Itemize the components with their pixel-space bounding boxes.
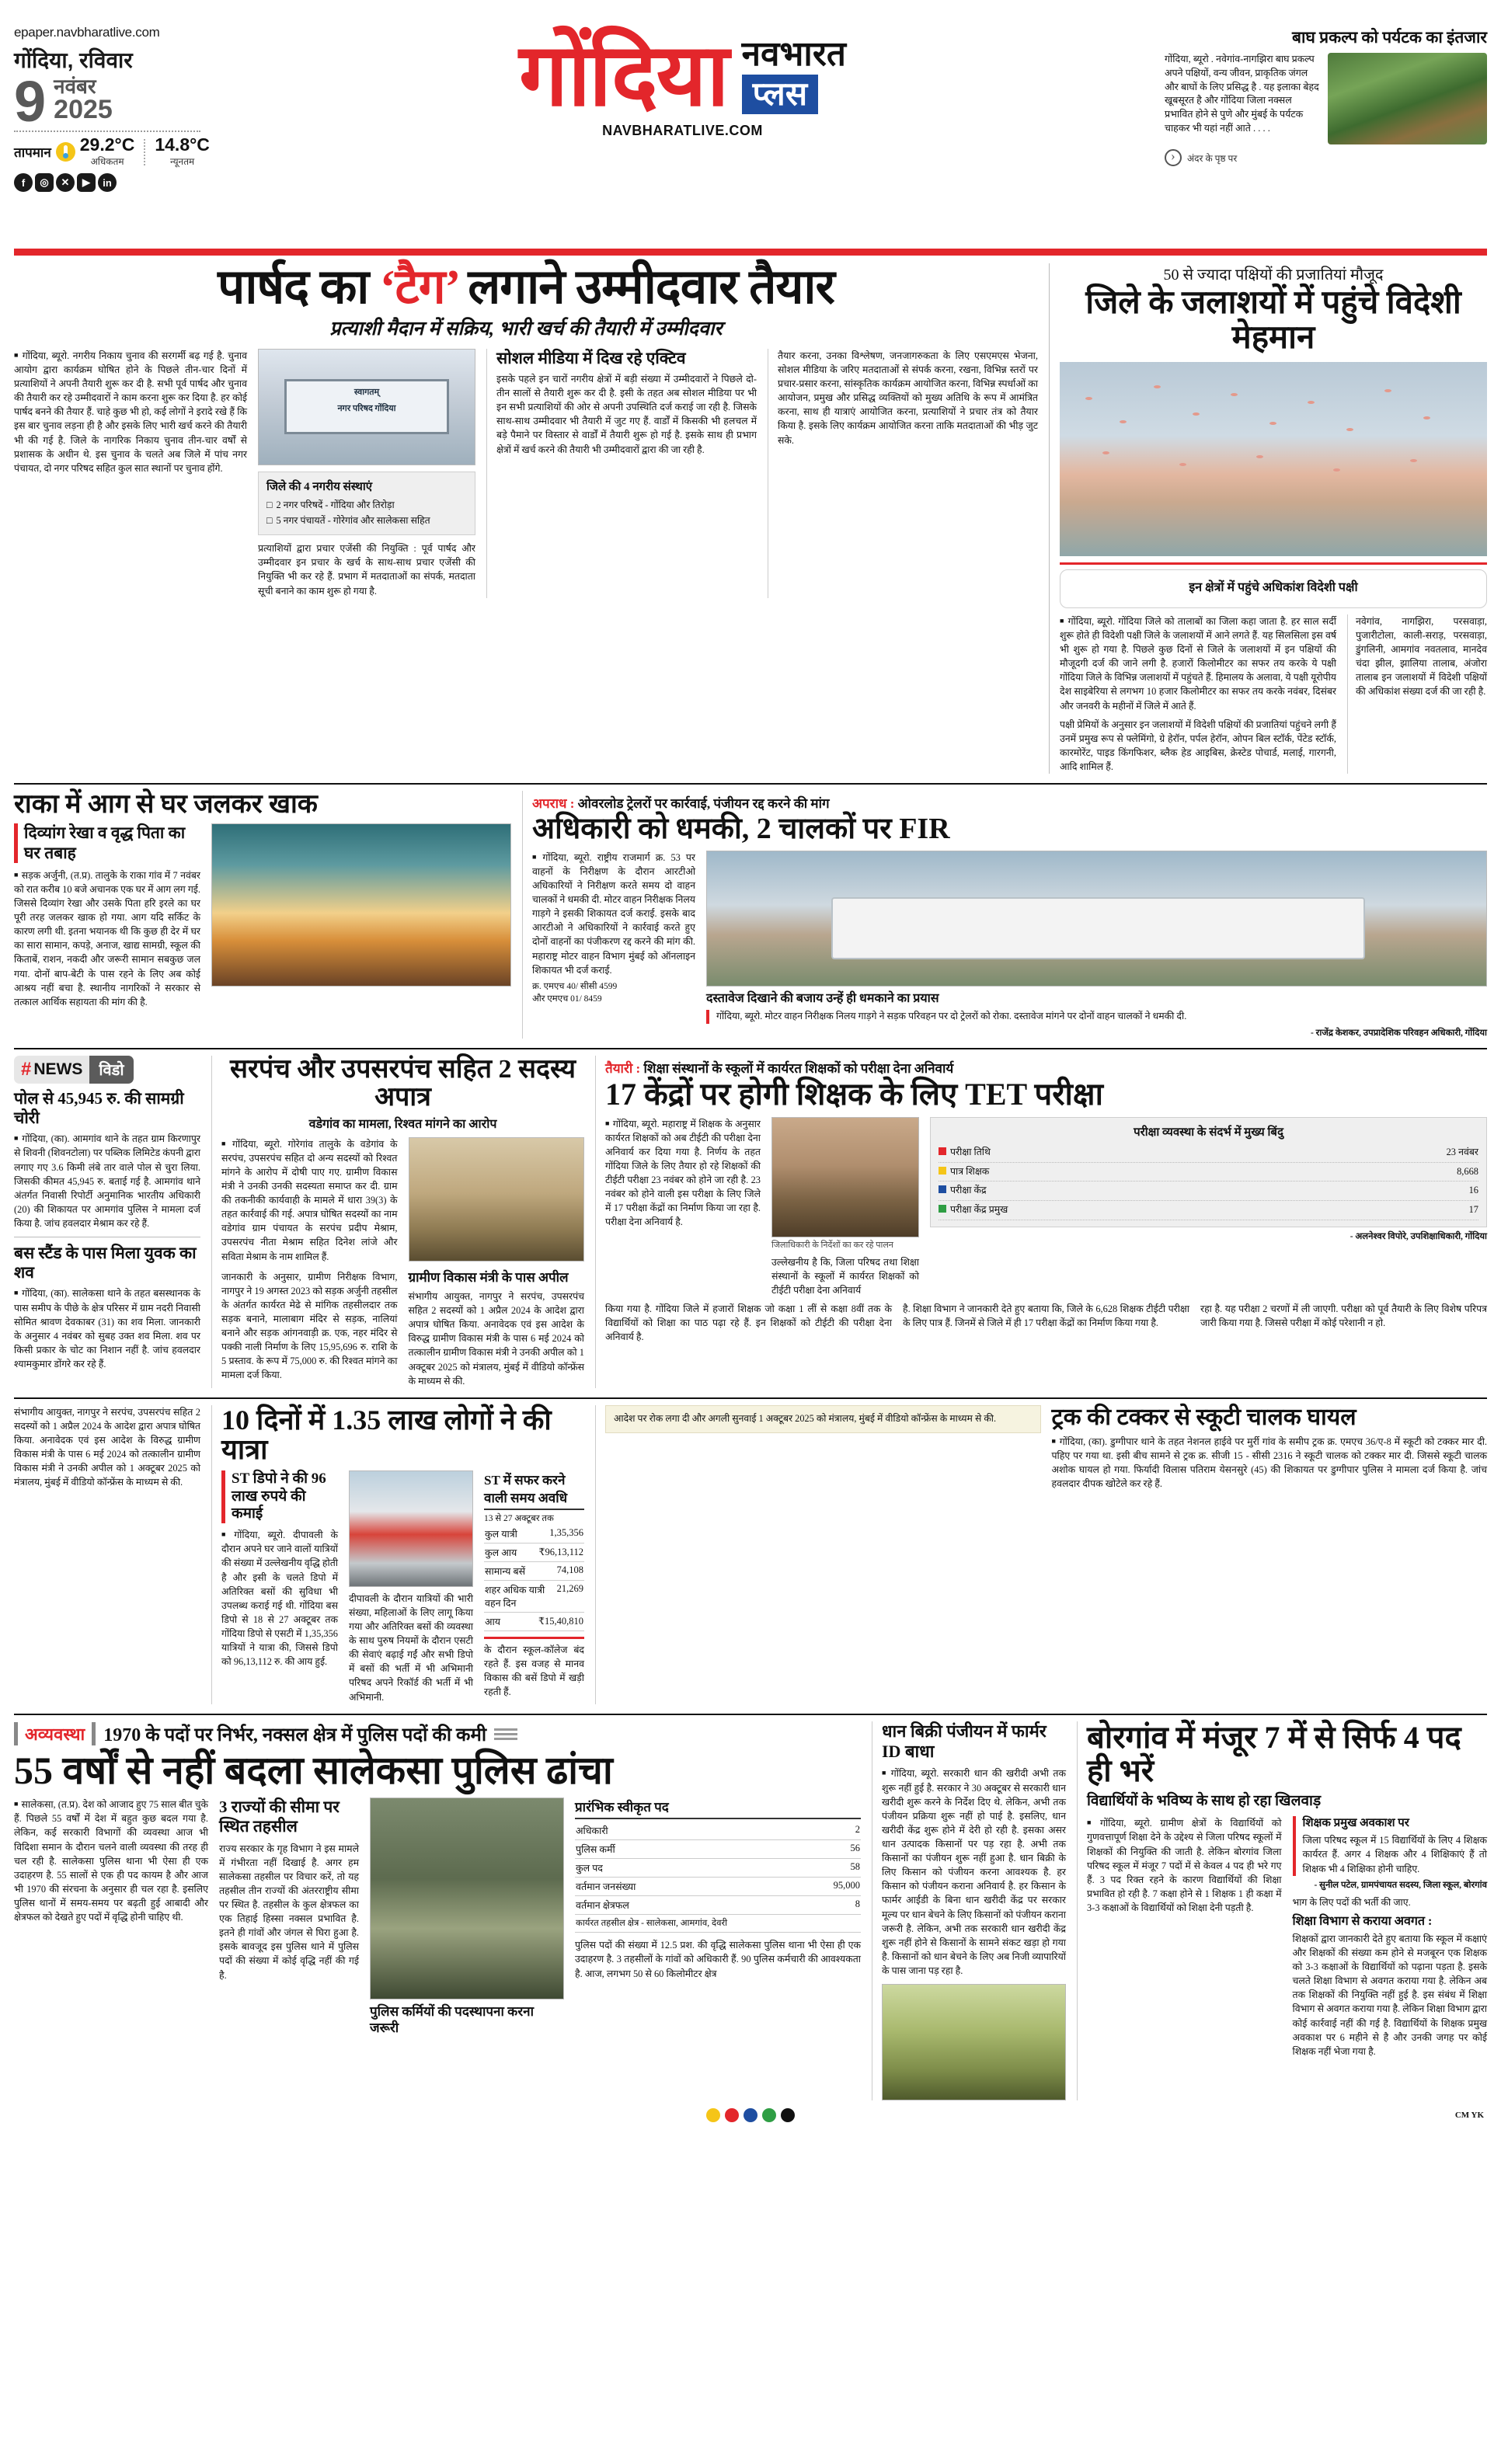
website-url[interactable]: NAVBHARATLIVE.COM	[602, 123, 763, 139]
civic-box-item: □ 5 नगर पंचायतें - गोरेगांव और सालेकसा सहित	[266, 513, 467, 529]
temp-max-value: 29.2°C	[79, 134, 135, 155]
tet-text-3: किया गया है. गोंदिया जिले में हजारों शिक्षक जो कक्षा 1 लीं से कक्षा 8वीं तक के विद्यार्थियों को शिक्षा का पाठ पढ़ा रहे हैं. इन शिक्षकों को टीईटी की परीक्षा देना अनिवार्य है.	[605, 1303, 892, 1343]
fire-photo	[211, 823, 511, 987]
sarpanch-yellow-intro: संभागीय आयुक्त, नागपुर ने सरपंच, उपसरपंच सहित 2 सदस्यों को 1 अप्रैल 2024 के आदेश द्वारा अपात्र घोषित किया. अनावेदक एवं इस आदेश के विरुद्ध ग्रामीण विकास मंत्री के पास 6 मई 2024 को तत्कालीन ग्रामीण विकास मंत्री ने उनकी अपील को 1 अक्टूबर 2025 को मंत्रालय, मुंबई में वीडियो कॉन्फ्रेंस के माध्यम से की.	[14, 1406, 200, 1488]
st-foot-text: के दौरान स्कूल-कॉलेज बंद रहते हैं. इस वजह से मानव विकास की बसें डिपो में खड़ी रहती हैं.	[484, 1644, 584, 1698]
edition-city-day: गोंदिया, रविवार	[14, 48, 133, 72]
sarpanch-yellow-box: आदेश पर रोक लगा दी और अगली सुनवाई 1 अक्टूबर 2025 को मंत्रालय, मुंबई में वीडियो कॉन्फ्रेंस के माध्यम से की.	[605, 1405, 1041, 1433]
tet-box-row	[939, 1163, 1478, 1182]
promo-title: बाघ प्रकल्प को पर्यटक का इंतजार	[1292, 28, 1487, 47]
temp-divider	[144, 139, 145, 165]
st-row-value: ₹96,13,112	[538, 1546, 583, 1557]
police-photo	[370, 1798, 564, 1999]
masthead-red-rule	[14, 249, 1487, 256]
lead-col3-text: इसके पहले इन चारों नगरीय क्षेत्रों में बड़ी संख्या में उम्मीदवारों ने पिछले दो-तीन सालों से तैयारी शुरू कर दी है. इसी के तहत अब सोशल मीडिया पर भी इन सभी प्रत्याशियों की ओर से अपनी उपस्थिति दर्ज कराई जा रही है. जिसके साथ-साथ उम्मीदवार भी तैयारी में जुट गए हैं. वार्डों में किसकी भी हलचल में बड़े पैमाने पर विस्तार से वार्डों में तैयारी शुरू हो गई है. इसके साथ ही प्रभाग क्षेत्रों में खर्च करने की तैयारी भी उम्मीदवारों द्वारा की जा रही है.	[496, 374, 757, 455]
police-kicker: 1970 के पदों पर निर्भर, नक्सल क्षेत्र में पुलिस पदों की कमी	[103, 1724, 487, 1745]
birds-photo	[1060, 362, 1487, 556]
masthead-promo	[1165, 11, 1487, 166]
police-label: अव्यवस्था	[14, 1722, 96, 1745]
birds-region-title: इन क्षेत्रों में पहुंचे अधिकांश विदेशी पक्षी	[1189, 580, 1358, 594]
police-row-value: 95,000	[833, 1880, 860, 1892]
lead-headline-part-a: पार्षद का	[218, 261, 380, 314]
police-row-label: कार्यरत तहसील क्षेत्र - सालेकसा, आमगांव, देवरी	[576, 1919, 728, 1929]
police-labelbar	[14, 1721, 861, 1747]
st-table-row	[484, 1613, 584, 1631]
epaper-url[interactable]: epaper.navbharatlive.com	[14, 25, 160, 40]
police-row-label: अधिकारी	[576, 1825, 608, 1837]
newsvideo-text-1: ■ गोंदिया, (का). आमगांव थाने के तहत ग्राम किरणापुर से शिवनी (शिवनटोला) पर पब्लिक लिमिटेड कंपनी द्वारा लगाए गए 3.6 किमी लंबे तार वाले पोल से चुरा लिया. जिसकी कीमत 45,945 रु. बताई गई है. आमगांव थाने अंतर्गत निवासी रिपोर्टी अनुमानिक भारतीय अधिकारी (20) की शिकायत पर आमगांव पुलिस ने मामला दर्ज किया है. जांच हवलदार मेश्राम कर रहे हैं.	[14, 1132, 200, 1230]
tet-attribution: - अलनेश्वर विपोरे, उपशिक्षाधिकारी, गोंदिया	[1350, 1232, 1487, 1242]
tet-row-value: 17	[1468, 1204, 1478, 1216]
temperature-label: तापमान	[14, 145, 51, 160]
civic-box-item: □ 2 नगर परिषदें - गोंदिया और तिरोड़ा	[266, 498, 467, 513]
borgaon-text-3: शिक्षकों द्वारा जानकारी देते हुए बताया कि स्कूल में कक्षाएं और शिक्षकों की संख्या कम होने से मजबूरन एक शिक्षक को 3-3 कक्षाओं के विद्यार्थियों को पढ़ाना पड़ता है. इसके चलते शिक्षा विभाग से अवगत कराया गया है. लेकिन अब तक शिक्षकों की नियुक्ति नहीं हुई है. इस संबंध में शिक्षा विभाग से अवगत कराया गया है. लेकिन शिक्षा विभाग द्वारा कोई कार्रवाई नहीं की गई है. विद्यार्थियों के शिक्षक प्रमुख अवकाश पर 6 महीने से है और उनकी जगह पर कोई शिक्षक नहीं भेजा गया है.	[1292, 1933, 1487, 2057]
st-table-row	[484, 1562, 584, 1581]
crime-quote-head: दस्तावेज दिखाने की बजाय उन्हें ही धमकाने का प्रयास	[706, 991, 939, 1005]
sarpanch-subhead: वडेगांव का मामला, रिश्वत मांगने का आरोप	[308, 1117, 497, 1131]
st-table-title: ST में सफर करने वाली समय अवधि	[484, 1470, 584, 1510]
news-video-badge[interactable]	[14, 1056, 134, 1084]
sarpanch-headline: सरपंच और उपसरपंच सहित 2 सदस्य अपात्र	[230, 1054, 576, 1112]
st-text-1: ■ गोंदिया, ब्यूरो. दीपावली के दौरान अपने घर जाने वालों यात्रियों की संख्या में उल्लेखनीय वृद्धि होती है और इसी के चलते डिपो में अतिरिक्त बसों की सुविधा भी उपलब्ध कराई गई थी. गोंदिया बस डिपो से 18 से 27 अक्टूबर तक गोंदिया डिपो से एसटी में 1,35,356 यात्रियों ने यात्रा की, जिससे डिपो को 96,13,112 रु. की आय हुई.	[221, 1528, 338, 1669]
lead-col1-text: ■ गोंदिया, ब्यूरो. नगरीय निकाय चुनाव की सरगर्मी बढ़ गई है. चुनाव आयोग द्वारा कार्यक्रम घोषित होने के पिछले तीन-चार दिनों में प्रत्याशियों ने अपनी तैयारी शुरू कर दी है. सभी पूर्व पार्षद और चुनाव की तैयारी कर रहे उम्मीदवारों ने काम करना शुरू कर दिया है. हर कोई पार्षद बनने की तैयार हैं. चाहे कुछ भी हो, कई लोगों ने इरादे रखे हैं कि इस बार चुनाव लड़ना ही है और इसके लिए भारी खर्च करने की तैयारी भी की गई है. जिले के नागरिक निकाय चुनाव तीन-चार वर्षों से प्रशासक के अधीन थे. इस चुनाव के चलते अब जिले में पांच नगर पंचायत, दो नगर परिषद सहित कुल सात स्थानों पर चुनाव होंगे.	[14, 349, 247, 475]
temp-min-label: न्यूनतम	[170, 156, 195, 167]
color-dot-green	[762, 2108, 776, 2122]
tet-row-label: परीक्षा केंद्र प्रमुख	[950, 1204, 1008, 1216]
tet-text-1: ■ गोंदिया, ब्यूरो. महाराष्ट्र में शिक्षक के अनुसार कार्यरत शिक्षकों को अब टीईटी की परीक्षा देना अनिवार्य कर दिया गया है. निर्णय के तहत गोंदिया जिले के लिए तैयार हो रहे शिक्षकों की टीईटी परीक्षा 23 नवंबर को होने जा रही है. 23 नवंबर को होने वाली इस परीक्षा के लिए जिले में 17 परीक्षा केंद्रों का निर्माण किया जा रहा है. परीक्षा देना अनिवार्य है.	[605, 1117, 761, 1230]
hash-icon: #	[21, 1058, 32, 1080]
tet-headline: 17 केंद्रों पर होगी शिक्षक के लिए TET परीक्षा	[605, 1076, 1103, 1112]
birds-headline: जिले के जलाशयों में पहुंचे विदेशी मेहमान	[1085, 285, 1461, 356]
fire-text: ■ सड़क अर्जुनी, (त.प्र). तालुके के राका गांव में 7 नवंबर को रात करीब 10 बजे अचानक एक घर में आग लग गई. जिससे दिव्यांग रेखा और उसके पिता हरि इरले का घर पूरी तरह जलकर खाक हो गया. आग यदि सर्किट के कारण लगी थी. इतना भयानक थी कि कुछ ही देर में घर का सारा सामान, कपड़े, अनाज, खाद्य सामग्री, स्कूल की किताबें, राशन, नकदी और जरूरी सामान सबकुछ जल गया. दोनों बाप-बेटी के पास रहने के लिए अब कोई आश्रय नहीं बचा है. स्थानीय नागरिकों ने सरकार से तत्काल आर्थिक सहायता की मांग की है.	[14, 868, 200, 1009]
tet-row-label: परीक्षा केंद्र	[950, 1185, 987, 1196]
birds-body-2: पक्षी प्रेमियों के अनुसार इन जलाशयों में विदेशी पक्षियों की प्रजातियां पहुंचने लगी हैं उनमें प्रमुख रूप से फ्लेमिंगो, ग्रे हेरॉन, पर्पल हेरॉन, ओपन बिल स्टॉर्क, पेंटेड स्टॉर्क, कारमोरेंट, पाइड किंगफिशर, ब्लैक हेड आइबिस, क्रेस्टेड पोचार्ड, मलाई, गारगनी, आदि शामिल हैं.	[1060, 719, 1336, 772]
sarpanch-photo	[409, 1137, 585, 1262]
promo-footer-label: अंदर के पृष्ठ पर	[1187, 152, 1238, 164]
st-table-row	[484, 1543, 584, 1562]
facebook-icon[interactable]: f	[14, 173, 33, 192]
tet-keypoints-box	[930, 1117, 1487, 1227]
st-row-value: 74,108	[556, 1564, 583, 1575]
crime-kicker-text: ओवरलोड ट्रेलरों पर कार्रवाई, पंजीयन रद्द करने की मांग	[577, 796, 830, 812]
birds-rule	[1060, 562, 1487, 565]
police-text-3: पुलिस पदों की संख्या में 12.5 प्रश. की वृद्धि सालेकसा पुलिस थाना भी ऐसा ही एक उदाहरण है. 3 तहसीलों के गांवों को अधिकारी हैं. 90 पुलिस कर्मचारी की आवश्यकता है. आज, लगभग 50 से 60 किलोमीटर क्षेत्र	[575, 1940, 861, 1979]
temp-max-label: अधिकतम	[90, 156, 124, 167]
lead-sub-headline-social: सोशल मीडिया में दिख रहे एक्टिव	[496, 348, 686, 367]
police-photo-caption: पुलिस कर्मियों की पदस्थापना करना जरूरी	[370, 2004, 534, 2035]
menu-lines-icon	[494, 1726, 517, 1742]
tet-box-rows	[939, 1143, 1478, 1220]
paddy-photo	[882, 1984, 1066, 2100]
tet-kicker: शिक्षा संस्थानों के स्कूलों में कार्यरत शिक्षकों को परीक्षा देना अनिवार्य	[643, 1060, 954, 1076]
tet-text-2: उल्लेखनीय है कि, जिला परिषद तथा शिक्षा संस्थानों के स्कूलों में कार्यरत शिक्षकों को टीईटी परीक्षा देना अनिवार्य	[771, 1256, 919, 1296]
lead-main	[14, 263, 1038, 774]
st-photo-bus	[349, 1470, 473, 1587]
temp-min-value: 14.8°C	[155, 134, 210, 155]
tet-row-label: पात्र शिक्षक	[950, 1165, 990, 1177]
thermometer-icon	[56, 142, 75, 162]
police-table-row	[575, 1896, 861, 1915]
section-fire-crime	[14, 783, 1487, 1039]
st-stats-table	[484, 1470, 584, 1631]
tet-photo-caption: जिलाधिकारी के निर्देशों का कर रहे पालन	[771, 1240, 893, 1250]
promo-photo	[1328, 53, 1487, 144]
date-block	[14, 69, 200, 134]
newsvideo-text-2: ■ गोंदिया, (का). सालेकसा थाने के तहत बसस्थानक के पास समीप के पीछे के क्षेत्र परिसर में ग्राम नदरी निवासी सोमित श्रावण देवकाबर (31) का शव मिला. जानकारी के अनुसार 4 नवंबर को सुबह उक्त शव मिला. शव पर किसी प्रकार के चोट का निशान नहीं है. जांच हवलदार श्यामकुमार डोंगरे कर रहे हैं.	[14, 1286, 200, 1371]
temperature-widget	[14, 134, 210, 168]
masthead-logo	[200, 11, 1165, 139]
police-text-1: ■ सालेकसा, (त.प्र). देश को आजाद हुए 75 साल बीत चुके हैं. पिछले 55 वर्षों में देश में बहुत कुछ बदल गया है. लेकिन, कई सरकारी विभागों की व्यवस्था आज भी विदिशा समान के दौरान चलने वाली व्यवस्था की तरह ही चल रही है. सालेकसा पुलिस थाना भी ऐसा ही एक उदाहरण है. 55 सालों से एक ही पद कायम है और आज भी 1970 की संरचना के अनुसार ही चल रहा है. इसलिए पुलिस थानों में समय-समय पर बढ़ती हुई आबादी और क्षेत्रफल को देखते हुए पदों में वृद्धि होनी चाहिए थी.	[14, 1798, 208, 1924]
date-day: 9	[14, 69, 47, 134]
newsvideo-head-1: पोल से 45,945 रु. की सामग्री चोरी	[14, 1088, 184, 1128]
police-row-label: वर्तमान जनसंख्या	[576, 1881, 636, 1893]
birds-story	[1049, 263, 1487, 774]
news-badge-label: NEWS	[33, 1060, 83, 1078]
police-table-row	[575, 1822, 861, 1840]
crime-kicker	[532, 794, 1487, 812]
borgaon-alert-text: जिला परिषद स्कूल में 15 विद्यार्थियों के लिए 4 शिक्षक कार्यरत हैं. अगर 4 शिक्षक और 4 शिक्षिकाएं हैं तो शिक्षक भी 4 शिक्षिका होनी चाहिए.	[1302, 1835, 1487, 1874]
crime-vehicle-1: क्र. एमएच 40/ सीसी 4599	[532, 981, 618, 991]
paddy-headline: धान बिक्री पंजीयन में फार्मर ID बाधा	[882, 1721, 1047, 1762]
tet-row-value: 16	[1468, 1185, 1478, 1196]
tet-photo	[771, 1117, 919, 1237]
crime-vehicle-2: और एमएच 01/ 8459	[532, 994, 602, 1004]
sign-line-1: स्वागतम्	[353, 388, 380, 398]
promo-text: गोंदिया, ब्यूरो . नवेगांव-नागझिरा बाघ प्रकल्प अपने पक्षियों, वन्य जीवन, प्राकृतिक जंगल और बाघों के लिए प्रसिद्ध है . यह इलाका बेहद खूबसूरत है और गोंदिया जिला नक्सल प्रभावित होने से पुणे और मुंबई के पर्यटक चाहकर भी यहां नहीं आते . . . .	[1165, 54, 1319, 134]
police-table-row	[575, 1840, 861, 1859]
birds-area-text: नवेगांव, नागझिरा, परसवाड़ा, पुजारीटोला, काली-सराड़, परसवाड़ा, डुंगलिनी, आमगांव नवतलाव, मानदेव चंदा झील, झालिया तालाब, अंजोरा तालाब इन जलाशयों में विदेशी पक्षियों की अधिकांश संख्या दर्ज की जा रही है.	[1356, 615, 1487, 698]
police-subhead: 3 राज्यों की सीमा पर स्थित तहसील	[219, 1798, 340, 1836]
instagram-icon[interactable]: ◎	[35, 173, 54, 192]
borgaon-subhead-2: शिक्षा विभाग से कराया अवगत :	[1292, 1914, 1433, 1928]
st-text-2: दीपावली के दौरान यात्रियों की भारी संख्या, महिलाओं के लिए लागू किया गया और अतिरिक्त बसों की व्यवस्था के साथ पुरुष नियमों के दौरान एसटी की सेवाएं बढ़ाई गईं और सभी डिपो में बसों की भर्ती में भी अभिमानी परिषद अपने रिकॉर्ड की भर्ती में भी अभिमानी.	[349, 1592, 473, 1703]
section-sarpanch-tet	[14, 1048, 1487, 1388]
sarpanch-text-3: संभागीय आयुक्त, नागपुर ने सरपंच, उपसरपंच सहित 2 सदस्यों को 1 अप्रैल 2024 के आदेश द्वारा अपात्र घोषित किया. अनावेदक एवं इस आदेश के विरुद्ध ग्रामीण विकास मंत्री के पास 6 मई 2024 को तत्कालीन ग्रामीण विकास मंत्री ने उनकी अपील को 1 अक्टूबर 2025 को मंत्रालय, मुंबई में वीडियो कॉन्फ्रेंस के माध्यम से की.	[408, 1291, 584, 1387]
fire-subhead: दिव्यांग रेखा व वृद्ध पिता का घर तबाह	[14, 823, 200, 862]
cmyk-code: CM YK	[1454, 2111, 1484, 2121]
police-row-value: 8	[855, 1898, 860, 1910]
logo-gondiya: गोंदिया	[519, 26, 728, 124]
chevron-right-icon	[1165, 149, 1182, 166]
truck-headline: ट्रक की टक्कर से स्कूटी चालक घायल	[1051, 1404, 1356, 1430]
st-table-row	[484, 1581, 584, 1613]
footer-registration-dots	[14, 2100, 1487, 2125]
crime-photo-truck	[706, 851, 1487, 987]
tet-row-value: 23 नवंबर	[1446, 1146, 1478, 1157]
sarpanch-text-2: जानकारी के अनुसार, ग्रामीण निरीक्षक विभाग, नागपुर ने 19 अगस्त 2023 को सड़क अर्जुनी तहसील के अंतर्गत कार्यरत मेढे से मांगिक तहसीलदार तक सड़क बनाने, मालाबाग मंदिर से सड़क, नालियां बनाने और सड़क आंगनवाड़ी क्र. एक, नहर मंदिर से पक्की नाली निर्माण के लिए 15,95,696 रु. राशि के 5 प्रस्ताव. के रूप में 75,000 रु. की रिश्वत मांगने का मामला दर्ज किया.	[221, 1271, 398, 1381]
police-row-value: 2	[855, 1824, 860, 1836]
masthead-left	[14, 11, 210, 192]
birds-region-box	[1060, 569, 1487, 608]
tet-text-4: है. शिक्षा विभाग ने जानकारी देते हुए बताया कि, जिले के 6,628 शिक्षक टीईटी परीक्षा के लिए पात्र हैं. जिनमें से जिले में ही 17 परीक्षा केंद्रों का निर्माण किया गया है.	[903, 1303, 1189, 1329]
crime-headline: अधिकारी को धमकी, 2 चालकों पर FIR	[532, 813, 950, 846]
truck-text: ■ गोंदिया, (का). डुग्गीपार थाने के तहत नेशनल हाईवे पर मुर्री गांव के समीप ट्रक क्र. एमएच 36/ए-8 में स्कूटी को टक्कर मार दी. पहिए पर गया था. इसी बीच सामने से ट्रक क्र. सीजी 15 - सीसी 2316 ने स्कूटी चालक को टक्कर मार दी. जिससे स्कूटी चालक अशोक घायल हो गया. फिर्यादी विलास पतिराम येसनसुरे (45) की शिकायत पर डुग्गीपार पुलिस ने मामला दर्ज किया है. जांच हवलदार दीपक खोटेले कर रहे हैं.	[1052, 1435, 1488, 1491]
lead-headline-tag: ‘टैग’	[379, 261, 459, 314]
sarpanch-text-1: ■ गोंदिया, ब्यूरो. गोरेगांव तालुके के वडेगांव के सरपंच, उपसरपंच सहित दो अन्य सदस्यों को रिश्वत मांगने के आरोप में दोषी पाए गए. ग्रामीण विकास मंत्री ने उनकी उनकी सदस्यता समाप्त कर दी. ग्राम की तकनीकी कार्यवाही के मामले में धारा 39(3) के तहत कार्रवाई की गई. अपात्र घोषित सदस्यों का नाम वडेगांव ग्राम पंचायत के सरपंच प्रदीप मेश्राम, उपसरपंच नीता मेश्राम सहित दिनेश लांजे और सविता मेश्राम के नाम शामिल हैं.	[221, 1137, 398, 1264]
lead-headline-part-b: लगाने उम्मीदवार तैयार	[458, 261, 834, 314]
crime-quote: गोंदिया, ब्यूरो. मोटर वाहन निरीक्षक निलय गाड़गे ने सड़क परिवहन पर दो ट्रेलरों को रोका. दस्तावेज मांगने पर दोनों वाहन चालकों ने धमकी दी.	[706, 1010, 1487, 1024]
police-row-value: 56	[850, 1843, 860, 1854]
crime-label: अपराध :	[532, 796, 575, 812]
civic-box-title: जिले की 4 नगरीय संस्थाएं	[266, 480, 373, 493]
police-table-title: प्रारंभिक स्वीकृत पद	[575, 1798, 861, 1819]
borgaon-attribution: - सुनील पटेल, ग्रामपंचायत सदस्य, जिला स्कूल, बोरगांव	[1314, 1880, 1487, 1890]
color-dot-red	[725, 2108, 739, 2122]
tet-box-row	[939, 1201, 1478, 1220]
youtube-icon[interactable]: ▶	[77, 173, 96, 192]
section-st-bus	[14, 1397, 1487, 1704]
police-headline: 55 वर्षों से नहीं बदला सालेकसा पुलिस ढांचा	[14, 1748, 613, 1792]
logo-plus: प्लस	[742, 75, 819, 114]
lead-col2-tail: प्रत्याशियों द्वारा प्रचार एजेंसी की नियुक्ति : पूर्व पार्षद और उम्मीदवार इन प्रचार के खर्च के साथ-साथ प्रचार एजेंसी की नियुक्ति भी कर रहे हैं. प्रभाग में मतदाताओं का संपर्क, मतदाता सूची बनाने का काम शुरू हो गया है.	[258, 543, 475, 597]
st-row-value: ₹15,40,810	[538, 1615, 583, 1627]
section-police-bottom	[14, 1714, 1487, 2100]
logo-navbharat: नवभारत	[741, 34, 846, 73]
x-twitter-icon[interactable]: ✕	[56, 173, 75, 192]
tet-label: तैयारी :	[605, 1060, 641, 1076]
fire-headline: राका में आग से घर जलकर खाक	[14, 790, 318, 820]
crime-text: ■ गोंदिया, ब्यूरो. राष्ट्रीय राजमार्ग क्र. 53 पर वाहनों के निरीक्षण के दौरान आरटीओ अधिकारियों ने निरीक्षण करते समय दो वाहन चालकों ने धमकी दी. मोटर वाहन निरीक्षक निलय गाड़गे ने इसकी शिकायत दर्ज कराई. इसके बाद आरटीओ ने अधिकारियों ने कार्रवाई करते हुए दोनों वाहनों का पंजीकरण रद्द करने की मांग की. महाराष्ट्र मोटर वाहन विभाग मुंबई को ऑनलाइन शिकायत भी दर्ज कराई.	[532, 851, 695, 977]
st-row-label: कुल यात्री	[485, 1528, 517, 1540]
lead-photo-sign	[258, 349, 475, 465]
st-row-label: शहर अधिक यात्री वहन दिन	[485, 1584, 545, 1609]
flamingo-flock	[1060, 362, 1487, 556]
borgaon-headline: बोरगांव में मंजूर 7 में से सिर्फ 4 पद ही भरें	[1087, 1719, 1461, 1788]
tet-box-row	[939, 1143, 1478, 1163]
st-row-label: कुल आय	[485, 1547, 517, 1558]
tet-row-label: परीक्षा तिथि	[950, 1146, 991, 1157]
st-headline: 10 दिनों में 1.35 लाख लोगों ने की यात्रा	[221, 1404, 552, 1466]
newsvideo-head-2: बस स्टैंड के पास मिला युवक का शव	[14, 1244, 197, 1282]
st-table-sub: 13 से 27 अक्टूबर तक	[484, 1513, 554, 1523]
st-row-value: 21,269	[556, 1582, 583, 1594]
paddy-text: ■ गोंदिया, ब्यूरो. सरकारी धान की खरीदी अभी तक शुरू नहीं हुई है. सरकार ने 30 अक्टूबर से सरकारी धान खरीदी शुरू करने के निर्देश दिए थे. लेकिन, अभी तक पंजीयन प्रक्रिया शुरू नहीं हो पाई है. इसलिए, धान खरीदी केंद्र शुरू होने में देरी हो रही है. इसका असर धान उत्पादक किसानों पर पड़ रहा है. अभी तक किसानों का पंजीयन शुरू नहीं हुआ है. धान बिक्री के लिए किसान को पंजीयन करना आवश्यक है. हर किसान को पंजीयन कराना अनिवार्य है. हर किसान के फार्मर आईडी के बिना धान खरीदी केंद्र पर सरकार मूल्य पर धान बेचने के लिए किसानों को पंजीयन कराना जरूरी है. लेकिन, अभी तक सरकारी धान खरीदी केंद्र शुरू नहीं होने से किसानों के सामने संकट खड़ा हो गया है. किसानों को धान बेचने के लिए अब निजी व्यापारियों के पास जाना पड़ रहा है.	[882, 1766, 1066, 1978]
birds-body-1: ■ गोंदिया, ब्यूरो. गोंदिया जिले को तालाबों का जिला कहा जाता है. हर साल सर्दी शुरू होते ही विदेशी पक्षी जिले के जलाशयों में आने लगते हैं. यह सिलसिला इस वर्ष भी शुरू हो गया है. पिछले कुछ दिनों से जिले के जलाशयों में इन पक्षियों की मौजूदगी दर्ज की जाने लगी है. हजारों किलोमीटर का सफर तय करके ये पक्षी गोंदिया जिले के विभिन्न जलाशयों में पहुंचते हैं. हिमालय के अलावा, ये पक्षी यूरोपीय देश साइबेरिया से लगभग 10 हजार किलोमीटर का सफर तय करके नवंबर, दिसंबर और जनवरी के महीनों में जिले में आते हैं.	[1060, 614, 1336, 713]
st-row-label: सामान्य बसें	[485, 1565, 526, 1577]
social-links	[14, 173, 200, 192]
video-badge-label: विडो	[89, 1056, 133, 1084]
borgaon-text-1: ■ गोंदिया, ब्यूरो. ग्रामीण क्षेत्रों के विद्यार्थियों को गुणवत्तापूर्ण शिक्षा देने के उद्देश्य से जिला परिषद स्कूलों में शिक्षकों की नियुक्ति की जाती है. लेकिन बोरगांव जिला परिषद स्कूल में मंजूर 7 पदों में से केवल 4 पद ही भरे गए हैं. 3 पद रिक्त रहने के कारण विद्यार्थियों की शिक्षा प्रभावित हो रही है. 7 कक्षा होने से 1 शिक्षक 1 ही कक्षा में 3-3 कक्षाओं के विद्यार्थियों को शिक्षा देनी पड़ती है.	[1087, 1816, 1282, 1915]
tet-box-title: परीक्षा व्यवस्था के संदर्भ में मुख्य बिंदु	[1134, 1126, 1283, 1139]
tet-box-row	[939, 1182, 1478, 1201]
color-dot-black	[781, 2108, 795, 2122]
sarpanch-subhead-2: ग्रामीण विकास मंत्री के पास अपील	[408, 1269, 569, 1285]
police-row-label: वर्तमान क्षेत्रफल	[576, 1900, 629, 1912]
date-year: 2025	[54, 95, 113, 124]
police-row-value: 58	[850, 1861, 860, 1873]
color-dot-blue	[744, 2108, 757, 2122]
borgaon-text-2: भाग के लिए पदों की भर्ती की जाए.	[1292, 1896, 1411, 1908]
borgaon-alert-title: शिक्षक प्रमुख अवकाश पर	[1302, 1817, 1409, 1830]
borgaon-subhead: विद्यार्थियों के भविष्य के साथ हो रहा खिलवाड़	[1087, 1793, 1322, 1810]
lead-col4-text: तैयार करना, उनका विश्लेषण, जनजागरुकता के लिए एसएमएस भेजना, सोशल मीडिया के जरिए मतदाताओं से संपर्क करना, रखना, विभिन्न स्तरों पर प्रचार-प्रसार करना, सांस्कृतिक कार्यक्रम आयोजित करना, विभिन्न स्पर्धाओं का आयोजन, प्रमुख और प्रसिद्ध व्यक्तियों को मुख्य अतिथि के रूप में आमंत्रित करना, साथ ही यात्राएं आयोजित करना, प्रत्याशियों ने प्रचार तंत्र को तैयार किया है. इसके लिए कार्यक्रम आयोजित करना ताकि मतदाताओं की भीड़ जुट सके.	[778, 350, 1038, 446]
police-row-label: कुल पद	[576, 1863, 603, 1874]
lead-subhead: प्रत्याशी मैदान में सक्रिय, भारी खर्च की तैयारी में उम्मीदवार	[329, 318, 723, 339]
police-table-row	[575, 1915, 861, 1933]
sign-line-2: नगर परिषद गोंदिया	[337, 404, 396, 414]
st-row-value: 1,35,356	[549, 1526, 583, 1538]
tet-text-5: रहा है. यह परीक्षा 2 चरणों में ली जाएगी. परीक्षा को पूर्व तैयारी के लिए विशेष परिपत्र जारी किया गया है. जिससे परीक्षा में कोई परेशानी न हो.	[1200, 1303, 1487, 1329]
police-table-row	[575, 1878, 861, 1896]
police-row-label: पुलिस कर्मी	[576, 1844, 615, 1856]
st-box-head: ST डिपो ने की 96 लाख रुपये की कमाई	[221, 1470, 338, 1523]
police-text-2: राज्य सरकार के गृह विभाग ने इस मामले में गंभीरता नहीं दिखाई है. अगर हम सालेकसा तहसील पर विचार करें, तो यह तहसील तीन राज्यों की अंतरराष्ट्रीय सीमा पर स्थित है. तहसील के कुल क्षेत्रफल का एक तिहाई हिस्सा नक्सल प्रभावित है. इतने ही गांवों और जंगल से घिरा हुआ है. इसके बावजूद इस पुलिस थाने में पुलिस पदों की संख्या में कोई वृद्धि नहीं की गई है.	[219, 1843, 359, 1981]
color-dot-yellow	[706, 2108, 720, 2122]
police-table-row	[575, 1859, 861, 1878]
birds-kicker: 50 से ज्यादा पक्षियों की प्रजातियां मौजूद	[1163, 266, 1384, 284]
linkedin-icon[interactable]: in	[98, 173, 117, 192]
st-table-row	[484, 1525, 584, 1543]
date-month: नवंबर	[54, 75, 96, 98]
tet-row-value: 8,668	[1457, 1165, 1478, 1177]
lead-section	[14, 263, 1487, 774]
crime-quote-attribution: - राजेंद्र केशकर, उपप्रादेशिक परिवहन अधिकारी, गोंदिया	[1310, 1028, 1487, 1038]
police-posts-table	[575, 1798, 861, 1933]
borgaon-alert-box	[1293, 1816, 1488, 1875]
masthead	[14, 11, 1487, 244]
lead-headline	[14, 263, 1038, 313]
lead-civic-bodies-box	[258, 472, 475, 535]
st-row-label: आय	[485, 1616, 501, 1627]
